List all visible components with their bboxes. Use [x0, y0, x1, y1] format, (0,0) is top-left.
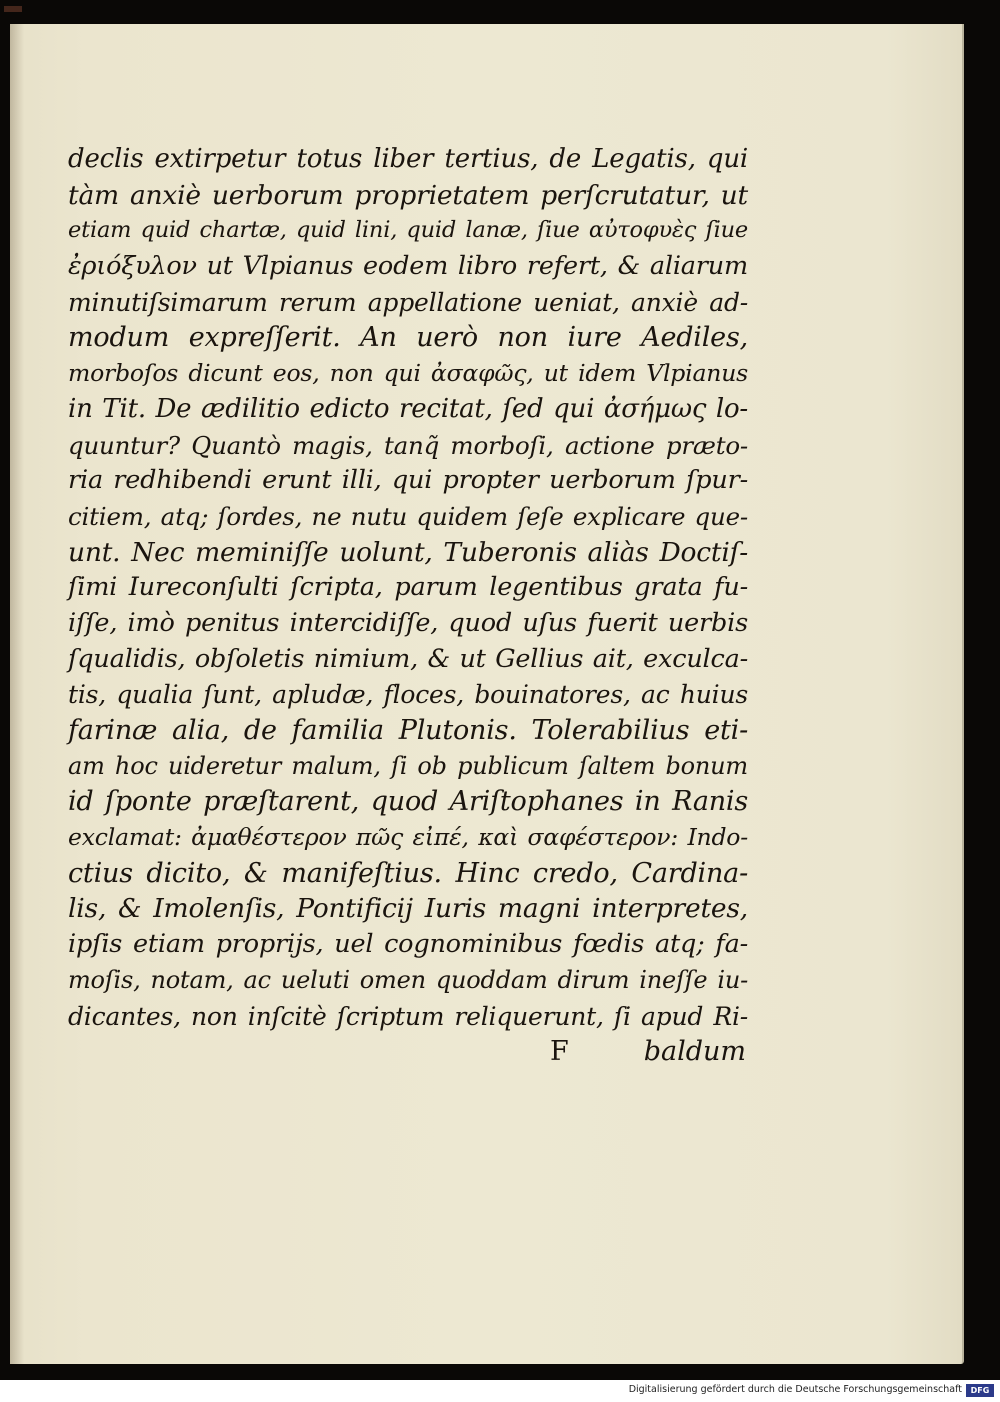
text-line: in Tit. De ædilitio edicto recitat, ſed qui ἀσήμως lo-	[68, 393, 748, 424]
footer-bar	[0, 1380, 1000, 1402]
text-line: ipſis etiam proprijs, uel cognominibus fœdis atq; fa-	[68, 929, 748, 960]
text-line: citiem, atq; ſordes, ne nutu quidem ſeſe explicare que-	[68, 501, 748, 531]
text-line: tis, qualia ſunt, apludæ, floces, bouinatores, ac huius	[68, 680, 748, 710]
text-line: etiam quid chartæ, quid lini, quid lanæ, ſiue αὐτοφυὲς ſiue	[68, 217, 748, 244]
signature-mark: F	[550, 1036, 569, 1068]
text-line: quuntur? Quantò magis, tanq̃ morboſi, actione præto-	[68, 430, 748, 460]
text-line: tàm anxiè uerborum proprietatem perſcrutatur, ut	[68, 179, 748, 211]
text-line: modum expreſſerit. An uerò non iure Aediles,	[68, 322, 748, 354]
catch-line	[68, 1034, 748, 1070]
text-line: farinæ alia, de familia Plutonis. Tolerabilius eti-	[68, 715, 748, 746]
footer-credit: Digitalisierung gefördert durch die Deutsche Forschungsgemeinschaft	[628, 1384, 962, 1395]
text-line: declis extirpetur totus liber tertius, de Legatis, qui	[68, 144, 748, 174]
book-page	[10, 24, 964, 1364]
text-line: am hoc uideretur malum, ſi ob publicum ſaltem bonum	[68, 751, 748, 780]
text-line: unt. Nec meminiſſe uolunt, Tuberonis aliàs Doctiſ-	[68, 536, 748, 568]
text-line: id ſponte præſtarent, quod Ariſtophanes in Ranis	[68, 786, 748, 818]
text-line: exclamat: ἀμαθέστερον πῶς εἰπέ, καὶ σαφέστερον: Indo-	[68, 823, 748, 852]
text-line: ſimi Iureconſulti ſcripta, parum legentibus grata fu-	[68, 572, 748, 603]
text-line: iſſe, imò penitus intercidiſſe, quod uſus fuerit uerbis	[68, 607, 748, 638]
text-line: ria redhibendi erunt illi, qui propter uerborum ſpur-	[68, 465, 748, 496]
text-line: lis, & Imolenſis, Pontificij Iuris magni interpretes,	[68, 893, 748, 925]
text-line: dicantes, non inſcitè ſcriptum reliquerunt, ſi apud Ri-	[68, 1001, 748, 1031]
text-line: ſqualidis, obſoletis nimium, & ut Gellius ait, exculca-	[68, 643, 748, 674]
corner-mark	[4, 6, 22, 12]
text-line: moſis, notam, ac ueluti omen quoddam dirum ineſſe iu-	[68, 965, 748, 994]
page-gutter-shadow	[10, 24, 24, 1364]
catchword: baldum	[643, 1036, 746, 1068]
dfg-logo: DFG	[966, 1384, 994, 1397]
text-line: minutiſsimarum rerum appellatione ueniat, anxiè ad-	[68, 287, 748, 317]
text-line: morboſos dicunt eos, non qui ἀσαφῶς, ut idem Vlpianus	[68, 359, 748, 388]
text-line: ἐριόξυλον ut Vlpianus eodem libro refert, & aliarum	[68, 251, 748, 282]
text-line: ctius dicito, & manifeſtius. Hinc credo, Cardina-	[68, 857, 748, 889]
text-block	[68, 142, 748, 1070]
